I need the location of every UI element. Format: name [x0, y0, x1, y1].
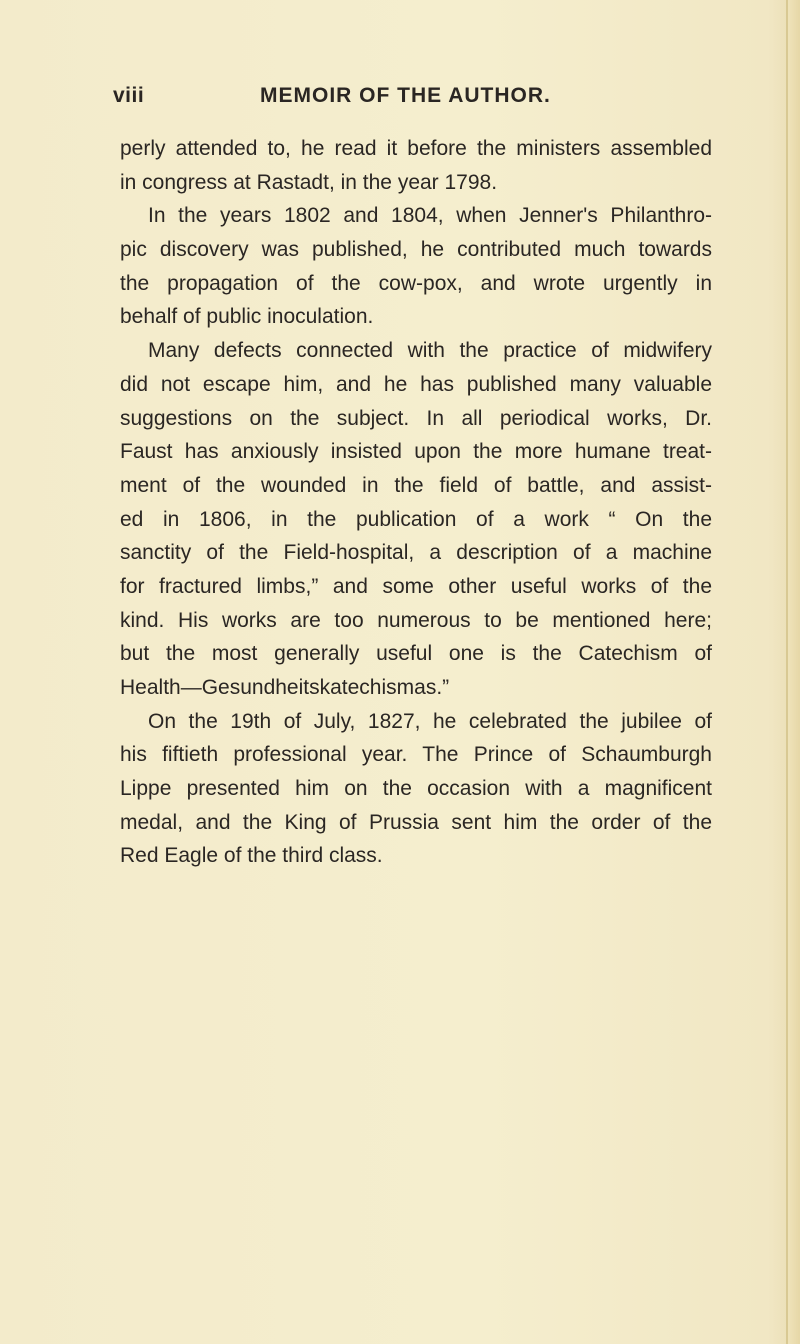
page-number: viii: [113, 84, 145, 107]
text-line: On the 19th of July, 1827, he celebrated the jubilee of: [148, 709, 712, 733]
text-line: sanctity of the Field-hospital, a description of a machine: [120, 541, 712, 565]
text-line: for fractured limbs,” and some other useful works of the: [120, 574, 712, 598]
text-line: kind. His works are too numerous to be mentioned here;: [120, 608, 712, 632]
text-line: in congress at Rastadt, in the year 1798.: [120, 170, 498, 194]
text-line: ment of the wounded in the field of battle, and assist-: [120, 473, 712, 497]
text-line: Health—Gesundheitskatechismas.”: [120, 676, 450, 699]
text-line: Lippe presented him on the occasion with a magnificent: [120, 777, 712, 801]
text-line: behalf of public inoculation.: [120, 305, 374, 329]
text-line: pic discovery was published, he contributed much towards: [120, 238, 712, 262]
text-line: Red Eagle of the third class.: [120, 844, 383, 868]
text-line: ed in 1806, in the publication of a work “ On the: [120, 507, 712, 531]
text-line: suggestions on the subject. In all periodical works, Dr.: [120, 406, 712, 430]
text-line: did not escape him, and he has published many valuable: [120, 372, 712, 396]
page-edge-shadow: [788, 0, 800, 1344]
text-line: his fiftieth professional year. The Prince of Schaumburgh: [120, 743, 712, 767]
text-line: but the most generally useful one is the Catechism of: [120, 642, 712, 666]
text-line: Faust has anxiously insisted upon the more humane treat-: [120, 440, 712, 464]
text-line: perly attended to, he read it before the ministers assembled: [120, 137, 712, 160]
text-line: Many defects connected with the practice of midwifery: [148, 339, 712, 363]
body-text: [120, 132, 712, 873]
running-title: MEMOIR OF THE AUTHOR.: [260, 84, 551, 107]
text-line: medal, and the King of Prussia sent him the order of the: [120, 810, 712, 834]
running-head: [113, 84, 713, 116]
page-edge-line: [786, 0, 788, 1344]
text-line: In the years 1802 and 1804, when Jenner's Philanthro-: [148, 204, 712, 228]
text-line: the propagation of the cow-pox, and wrote urgently in: [120, 271, 712, 295]
